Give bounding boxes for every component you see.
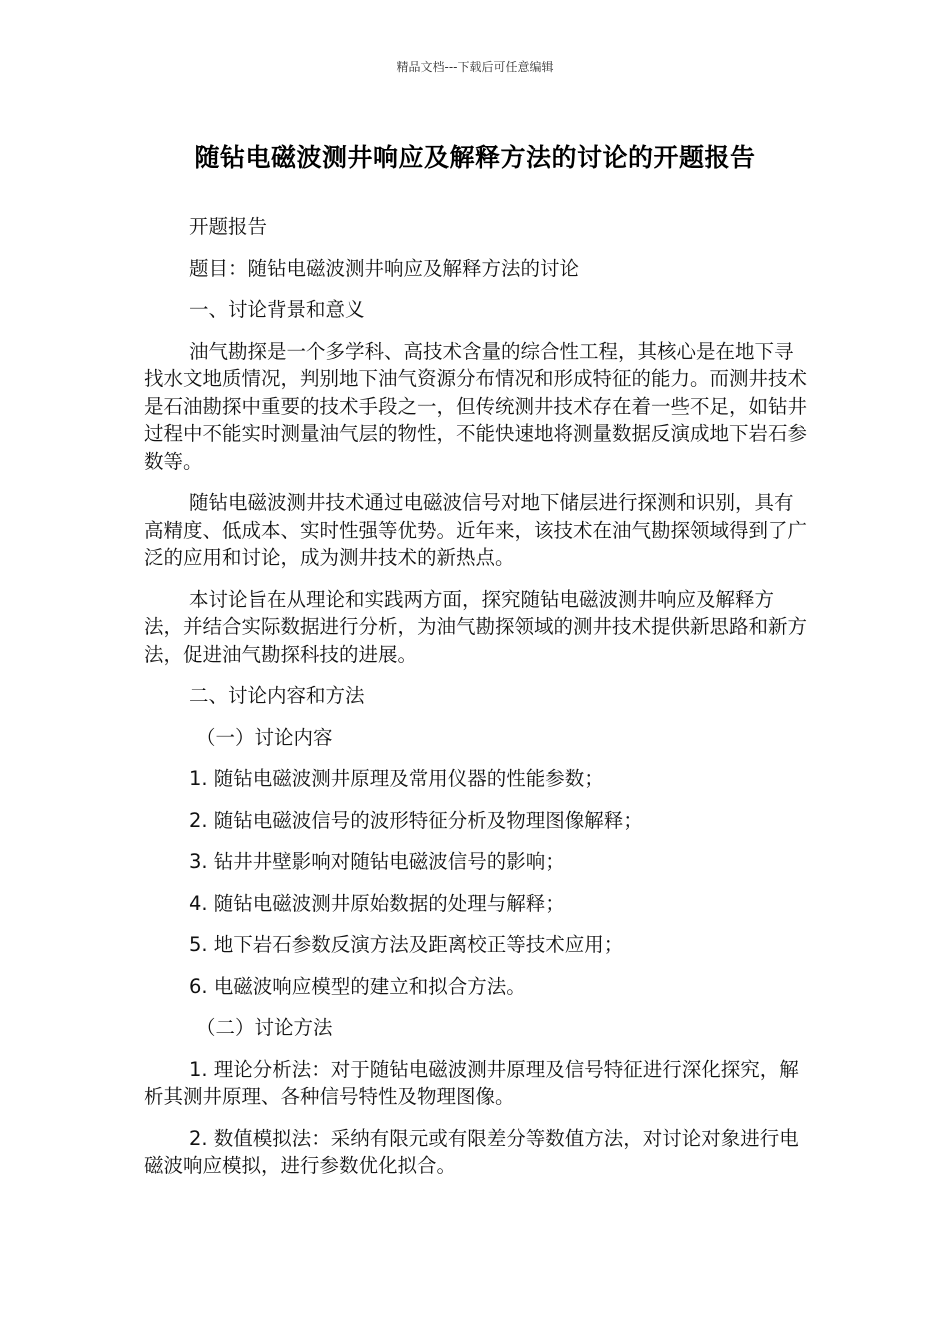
list-item: 6. 电磁波响应模型的建立和拟合方法。 bbox=[189, 974, 526, 998]
list-item: 5. 地下岩石参数反演方法及距离校正等技术应用； bbox=[189, 933, 624, 956]
paragraph-report-label: 开题报告 bbox=[189, 215, 268, 238]
page-header-note: 精品文档---下载后可任意编辑 bbox=[396, 60, 554, 74]
list-item: 2. 随钻电磁波信号的波形特征分析及物理图像解释； bbox=[189, 808, 643, 832]
paragraph-body: 随钻电磁波测井技术通过电磁波信号对地下储层进行探测和识别，具有高精度、低成本、实时性强等优势。近年来，该技术在油气勘探领域得到了广泛的应用和讨论，成为测井技术的新热点。 bbox=[144, 491, 808, 569]
document-body bbox=[144, 213, 808, 1194]
list-item: 3. 钻井井壁影响对随钻电磁波信号的影响； bbox=[189, 850, 565, 873]
section-heading-background: 一、讨论背景和意义 bbox=[189, 298, 365, 321]
section-heading-content-method: 二、讨论内容和方法 bbox=[189, 684, 365, 707]
paragraph-topic: 题目：随钻电磁波测井响应及解释方法的讨论 bbox=[189, 256, 580, 280]
list-item: 1. 理论分析法：对于随钻电磁波测井原理及信号特征进行深化探究，解析其测井原理、各种信号特性及物理图像。 bbox=[144, 1057, 799, 1108]
paragraph-body: 本讨论旨在从理论和实践两方面，探究随钻电磁波测井响应及解释方法，并结合实际数据进行分析，为油气勘探领域的测井技术提供新思路和新方法，促进油气勘探科技的进展。 bbox=[144, 587, 808, 666]
subsection-heading-content: （一）讨论内容 bbox=[196, 725, 333, 749]
list-item: 2. 数值模拟法：采纳有限元或有限差分等数值方法，对讨论对象进行电磁波响应模拟，进行参数优化拟合。 bbox=[144, 1126, 799, 1177]
list-item: 1. 随钻电磁波测井原理及常用仪器的性能参数； bbox=[189, 767, 604, 790]
subsection-heading-method: （二）讨论方法 bbox=[196, 1016, 333, 1039]
document-title: 随钻电磁波测井响应及解释方法的讨论的开题报告 bbox=[194, 143, 756, 172]
paragraph-body: 油气勘探是一个多学科、高技术含量的综合性工程，其核心是在地下寻找水文地质情况，判别地下油气资源分布情况和形成特征的能力。而测井技术是石油勘探中重要的技术手段之一，但传统测井技术存在着一些不足，如钻井过程中不能实时测量油气层的物性，不能快速地将测量数据反演成地下岩石参数等。 bbox=[144, 339, 808, 473]
list-item: 4. 随钻电磁波测井原始数据的处理与解释； bbox=[189, 891, 565, 915]
